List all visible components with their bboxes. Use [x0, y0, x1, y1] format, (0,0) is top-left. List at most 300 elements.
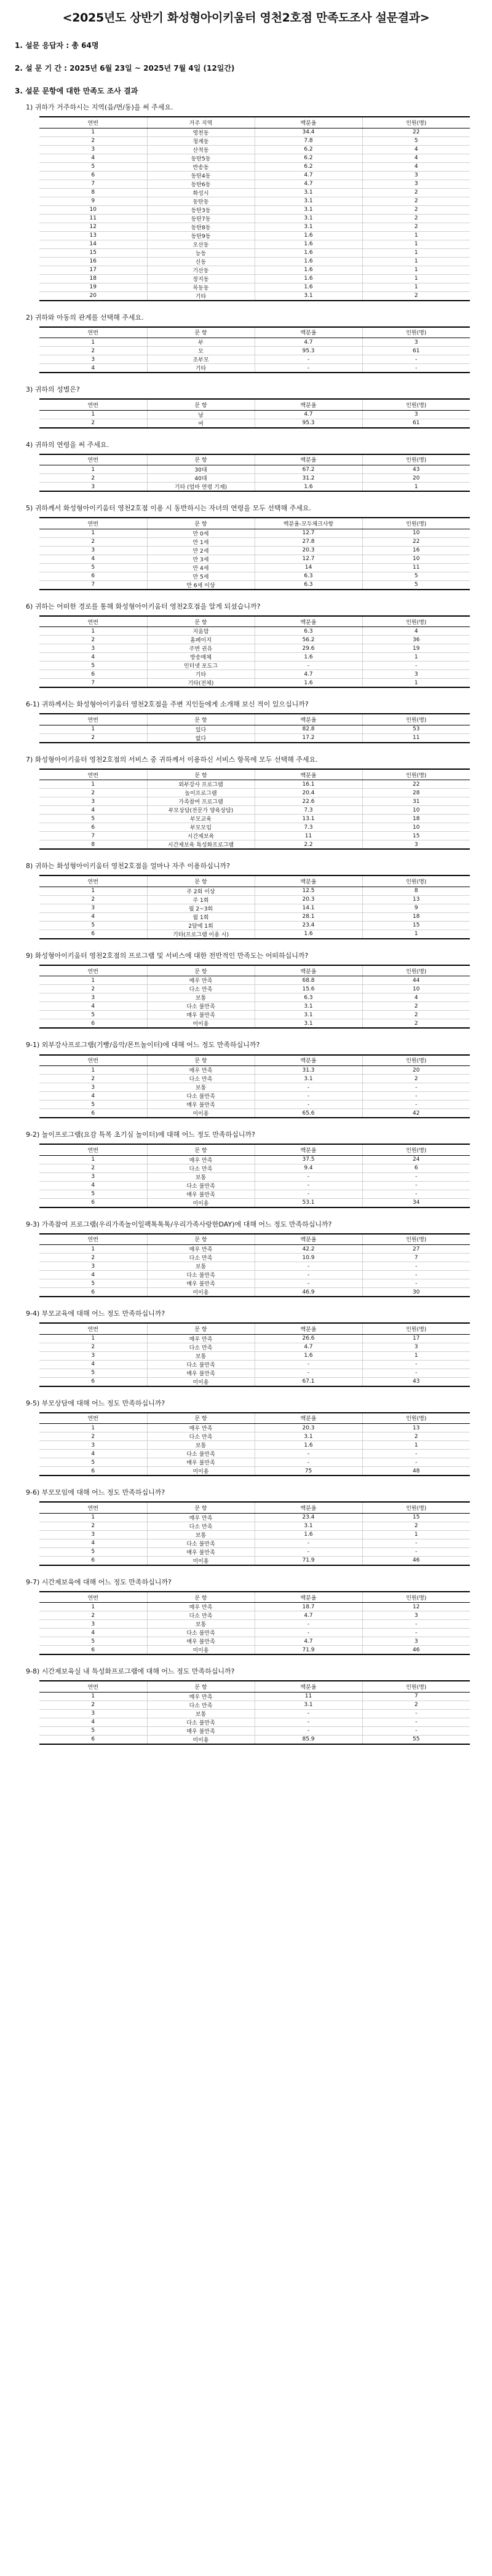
table-row — [39, 563, 470, 572]
table-row — [39, 555, 470, 563]
table-cell: 3.1 — [255, 188, 362, 197]
results-table — [39, 1591, 470, 1656]
table-cell: 3.1 — [255, 223, 362, 231]
table-row — [39, 465, 470, 474]
table-cell: - — [255, 1620, 362, 1629]
table-cell: - — [362, 1726, 470, 1735]
table-cell: 4 — [39, 1092, 147, 1100]
table-cell: - — [362, 1709, 470, 1718]
table-row — [39, 410, 470, 419]
table-cell: 15 — [362, 921, 470, 930]
results-table — [39, 1054, 470, 1119]
table-cell: 3 — [362, 410, 470, 419]
table-cell: 28.1 — [255, 912, 362, 921]
table-cell: 2 — [39, 1701, 147, 1709]
table-cell: 다소 불만족 — [147, 1539, 255, 1547]
column-header: 인원(명) — [362, 399, 470, 410]
page-title: <2025년도 상반기 화성형아이키움터 영천2호점 만족도조사 설문결과> — [62, 11, 430, 25]
table-cell: 13.1 — [255, 815, 362, 823]
table-cell: 30대 — [147, 465, 255, 474]
table-cell: 2 — [362, 1075, 470, 1083]
column-header: 문 항 — [147, 875, 255, 887]
column-header: 연번 — [39, 616, 147, 627]
question-text: 9-5) 부모상담에 대해 어느 정도 만족하십니까? — [26, 1399, 165, 1407]
table-cell: 65.6 — [255, 1109, 362, 1118]
table-header-row — [39, 327, 470, 338]
table-cell: 6.3 — [304, 628, 313, 634]
table-cell: 1 — [91, 1424, 95, 1431]
table-cell: 4 — [39, 1181, 147, 1190]
table-cell: 1 — [91, 339, 95, 346]
table-header-row — [39, 518, 470, 529]
table-cell: 없다 — [147, 733, 255, 743]
column-header: 백분율 — [255, 875, 362, 887]
table-cell: 7 — [39, 679, 147, 688]
table-row — [39, 214, 470, 223]
survey-sections — [0, 102, 492, 1745]
table-row — [39, 1092, 470, 1100]
question-text: 4) 귀하의 연령을 써 주세요. — [26, 440, 109, 449]
results-table — [39, 1412, 470, 1477]
column-header: 연번 — [39, 454, 147, 465]
respondents-line: 1. 설문 응답자 : 총 64명 — [15, 41, 99, 50]
table-cell: 2 — [362, 1002, 470, 1011]
table-cell: 화성시 — [147, 188, 255, 197]
table-cell: 95.3 — [255, 419, 362, 428]
table-cell: 오산동 — [147, 240, 255, 248]
table-row — [39, 653, 470, 662]
table-cell: 15 — [39, 248, 147, 257]
table-cell: 매우 불만족 — [147, 1279, 255, 1288]
table-cell: 미이용 — [147, 1735, 255, 1744]
table-cell: 4 — [39, 653, 147, 662]
table-row — [39, 1351, 470, 1360]
table-cell: 75 — [255, 1467, 362, 1476]
table-cell: - — [362, 1539, 470, 1547]
table-cell: 11 — [255, 832, 362, 840]
table-cell: 4.7 — [255, 1611, 362, 1620]
table-cell: 2 — [39, 419, 147, 428]
table-row — [39, 662, 470, 670]
table-row — [39, 1701, 470, 1709]
table-cell: 장지동 — [147, 274, 255, 283]
table-cell: 보통 — [147, 1351, 255, 1360]
column-header: 백분율 — [255, 714, 362, 725]
table-cell: 6.3 — [255, 994, 362, 1002]
table-cell: 19 — [39, 283, 147, 291]
question-text: 9-2) 놀이프로그램(요감 특복 초기심 놀이터)에 대해 어느 정도 만족하십니까? — [26, 1131, 255, 1139]
table-row — [39, 483, 470, 492]
table-cell: 보통 — [147, 994, 255, 1002]
table-cell: 3.1 — [255, 1011, 362, 1019]
table-row — [39, 1450, 470, 1458]
table-cell: 매우 불만족 — [147, 1190, 255, 1198]
table-cell: 3 — [362, 840, 470, 850]
table-cell: 7 — [362, 1254, 470, 1262]
table-cell: 미이용 — [147, 1198, 255, 1207]
table-cell: 외부강사 프로그램 — [147, 780, 255, 789]
results-table — [39, 875, 470, 939]
table-cell: 미이용 — [147, 1556, 255, 1565]
table-cell: 3 — [39, 546, 147, 555]
table-cell: 미이용 — [147, 1109, 255, 1118]
table-row — [39, 1530, 470, 1539]
table-cell: 2 — [39, 474, 147, 483]
table-row — [39, 223, 470, 231]
column-header: 연번 — [39, 714, 147, 725]
table-cell: 1.6 — [255, 240, 362, 248]
table-cell: - — [255, 364, 362, 373]
column-header: 백분율 — [255, 1055, 362, 1066]
table-row — [39, 474, 470, 483]
table-cell: - — [362, 1271, 470, 1279]
table-cell: 만 6세 이상 — [147, 580, 255, 590]
survey-question-section — [0, 1577, 492, 1656]
table-row — [39, 1075, 470, 1083]
table-row — [39, 912, 470, 921]
table-cell: 조부모 — [147, 355, 255, 364]
table-cell: 1 — [91, 888, 95, 895]
table-header-row — [39, 1592, 470, 1603]
table-cell: 11 — [362, 563, 470, 572]
table-cell: - — [255, 1190, 362, 1198]
table-cell: 월 1회 — [147, 912, 255, 921]
column-header: 연번 — [39, 875, 147, 887]
table-cell: 다소 만족 — [147, 1254, 255, 1262]
column-header: 인원(명) — [362, 965, 470, 976]
column-header: 문 항 — [147, 1413, 255, 1424]
column-header: 인원(명) — [362, 1055, 470, 1066]
table-row — [39, 1522, 470, 1530]
table-cell: 3 — [39, 1620, 147, 1629]
table-cell: 9.4 — [255, 1164, 362, 1172]
table-row — [39, 162, 470, 171]
table-header-row — [39, 875, 470, 887]
table-cell: 5 — [39, 1637, 147, 1646]
table-cell: 5 — [39, 815, 147, 823]
table-cell: - — [255, 1369, 362, 1377]
table-cell: 20 — [362, 474, 470, 483]
table-cell: 다소 불만족 — [147, 1629, 255, 1637]
results-table — [39, 1144, 470, 1208]
table-cell: 4.7 — [304, 339, 313, 346]
table-cell: 7 — [39, 180, 147, 188]
table-row — [39, 1637, 470, 1646]
table-cell: 3 — [39, 797, 147, 806]
table-cell: 61 — [362, 347, 470, 355]
survey-question-section — [0, 1040, 492, 1118]
table-row — [39, 1155, 470, 1164]
table-cell: - — [255, 1083, 362, 1092]
table-cell: 보통 — [147, 1172, 255, 1181]
table-cell: 보통 — [147, 1441, 255, 1450]
table-cell: 2 — [362, 291, 470, 301]
question-text: 9-7) 시간제보육에 대해 어느 정도 만족하십니까? — [26, 1578, 172, 1586]
table-cell: 67.2 — [302, 466, 315, 473]
table-cell: 28 — [362, 789, 470, 797]
table-cell: 1.6 — [255, 274, 362, 283]
table-cell: 2 — [39, 136, 147, 145]
table-cell: 6 — [39, 823, 147, 832]
table-cell: - — [362, 1083, 470, 1092]
table-cell: 7 — [362, 1692, 470, 1701]
table-cell: 6 — [39, 1019, 147, 1029]
table-cell: 다소 만족 — [147, 1432, 255, 1441]
table-row — [39, 976, 470, 985]
table-cell: 10 — [362, 555, 470, 563]
table-cell: 2 — [39, 636, 147, 644]
table-cell: 산척동 — [147, 145, 255, 154]
column-header: 연번 — [39, 1413, 147, 1424]
table-cell: 5 — [39, 563, 147, 572]
table-cell: 인터넷 포도그 — [147, 662, 255, 670]
table-cell: 16 — [39, 257, 147, 266]
table-row — [39, 355, 470, 364]
table-cell: 부모교육 — [147, 815, 255, 823]
table-row — [39, 1692, 470, 1701]
table-cell: 2 — [362, 1522, 470, 1530]
table-row — [39, 291, 470, 301]
column-header: 문 항 — [147, 1592, 255, 1603]
table-cell: 17.2 — [255, 733, 362, 743]
table-cell: 1 — [362, 930, 470, 939]
table-cell: 2 — [39, 895, 147, 904]
survey-question-section — [0, 1129, 492, 1208]
table-header-row — [39, 714, 470, 725]
table-cell: 시간제보육 특성화프로그램 — [147, 840, 255, 850]
table-cell: 있다 — [147, 725, 255, 733]
table-header-row — [39, 616, 470, 627]
column-header: 인원(명) — [362, 1413, 470, 1424]
table-cell: 1 — [91, 411, 95, 418]
column-header: 백분율 — [255, 1592, 362, 1603]
table-cell: 다소 불만족 — [147, 1181, 255, 1190]
table-cell: 31.2 — [255, 474, 362, 483]
table-row — [39, 1424, 470, 1432]
table-cell: 1.6 — [255, 483, 362, 492]
results-table — [39, 768, 470, 850]
table-row — [39, 670, 470, 679]
question-text: 8) 귀하는 화성형아이키움터 영천2호점을 얼마나 자주 이용하십니까? — [26, 862, 231, 871]
table-cell: 31 — [362, 797, 470, 806]
table-cell: 3.1 — [255, 197, 362, 205]
table-cell: - — [255, 1629, 362, 1637]
column-header: 연번 — [39, 965, 147, 976]
column-header: 연번 — [39, 518, 147, 529]
table-header-row — [39, 117, 470, 128]
table-row — [39, 546, 470, 555]
table-cell: 매우 만족 — [147, 1155, 255, 1164]
results-table — [39, 517, 470, 590]
table-cell: - — [255, 1092, 362, 1100]
table-cell: 1.6 — [255, 248, 362, 257]
table-cell: 1.6 — [255, 1530, 362, 1539]
table-cell: 2 — [39, 985, 147, 994]
table-cell: 2 — [39, 1075, 147, 1083]
table-cell: 미이용 — [147, 1646, 255, 1655]
survey-question-section — [0, 1487, 492, 1566]
table-cell: 기타 — [147, 670, 255, 679]
table-cell: 22 — [362, 780, 470, 789]
table-row — [39, 797, 470, 806]
table-cell: 3 — [39, 644, 147, 653]
table-cell: 2 — [362, 188, 470, 197]
table-row — [39, 188, 470, 197]
table-cell: 부모상담(전문가 양육상담) — [147, 806, 255, 815]
question-text: 9-6) 부모모임에 대해 어느 정도 만족하십니까? — [26, 1488, 165, 1497]
question-text: 2) 귀하와 아동의 관계를 선택해 주세요. — [26, 313, 144, 322]
table-cell: 20.3 — [255, 546, 362, 555]
table-cell: 1 — [362, 483, 470, 492]
table-cell: 지움맘 — [147, 627, 255, 636]
column-header: 백분율 — [255, 1413, 362, 1424]
table-row — [39, 921, 470, 930]
table-cell: 5 — [362, 580, 470, 590]
table-cell: 매우 만족 — [147, 1334, 255, 1343]
table-cell: 2 — [39, 537, 147, 546]
column-header: 문 항 — [147, 454, 255, 465]
table-cell: 3 — [362, 1611, 470, 1620]
table-cell: 4 — [362, 627, 470, 636]
table-cell: 6.2 — [255, 154, 362, 162]
table-row — [39, 789, 470, 797]
column-header: 연번 — [39, 1592, 147, 1603]
results-table — [39, 1322, 470, 1387]
table-cell: 매우 불만족 — [147, 1369, 255, 1377]
table-cell: 68.8 — [302, 977, 315, 984]
column-header: 인원(명) — [362, 1144, 470, 1155]
column-header: 연번 — [39, 1681, 147, 1692]
table-row — [39, 1458, 470, 1467]
table-cell: 3.1 — [255, 205, 362, 214]
table-row — [39, 128, 470, 136]
table-cell: 2 — [39, 1611, 147, 1620]
table-cell: 매우 불만족 — [147, 1011, 255, 1019]
table-cell: 18 — [39, 274, 147, 283]
survey-question-section — [0, 601, 492, 689]
table-cell: 6 — [39, 1646, 147, 1655]
table-cell: 15 — [362, 1513, 470, 1522]
table-cell: 42.2 — [302, 1246, 315, 1252]
table-row — [39, 1547, 470, 1556]
table-cell: 7.3 — [255, 806, 362, 815]
table-row — [39, 1334, 470, 1343]
table-cell: - — [255, 355, 362, 364]
table-row — [39, 180, 470, 188]
table-cell: 기타(전체) — [147, 679, 255, 688]
table-row — [39, 1377, 470, 1386]
survey-question-section — [0, 503, 492, 590]
table-cell: 3.1 — [255, 291, 362, 301]
table-cell: 1 — [91, 977, 95, 984]
table-row — [39, 580, 470, 590]
results-table — [39, 326, 470, 374]
results-table — [39, 615, 470, 689]
table-cell: 6 — [39, 1377, 147, 1386]
table-cell: 11 — [39, 214, 147, 223]
column-header: 인원(명) — [362, 1323, 470, 1334]
table-cell: 다소 불만족 — [147, 1718, 255, 1726]
table-cell: 6 — [39, 572, 147, 580]
table-cell: 7 — [39, 832, 147, 840]
column-header: 백분율 — [255, 965, 362, 976]
table-cell: 20 — [362, 1066, 470, 1075]
table-cell: 월 2~3회 — [147, 904, 255, 912]
table-cell: 6 — [39, 1735, 147, 1744]
table-cell: 53.1 — [255, 1198, 362, 1207]
table-cell: 6 — [39, 1288, 147, 1297]
table-cell: 12 — [39, 223, 147, 231]
table-cell: 5 — [362, 136, 470, 145]
table-cell: 놀이프로그램 — [147, 789, 255, 797]
table-cell: 매우 만족 — [147, 976, 255, 985]
table-cell: 1 — [362, 274, 470, 283]
table-header-row — [39, 454, 470, 465]
table-cell: 동탄9동 — [147, 231, 255, 240]
question-text: 9-4) 부모교육에 대해 어느 정도 만족하십니까? — [26, 1310, 165, 1318]
table-cell: 1.6 — [255, 257, 362, 266]
table-cell: 4 — [39, 1629, 147, 1637]
column-header: 백분율 — [255, 1681, 362, 1692]
table-cell: 22 — [362, 537, 470, 546]
table-cell: 48 — [362, 1467, 470, 1476]
table-cell: - — [255, 1450, 362, 1458]
table-cell: 3 — [39, 1083, 147, 1092]
table-cell: 동탄3동 — [147, 205, 255, 214]
table-cell: 31.3 — [302, 1067, 315, 1073]
table-cell: 46 — [362, 1646, 470, 1655]
table-row — [39, 1083, 470, 1092]
table-cell: 매우 불만족 — [147, 1637, 255, 1646]
table-cell: 4.7 — [255, 171, 362, 180]
table-cell: 61 — [362, 419, 470, 428]
survey-document — [0, 9, 492, 1762]
table-cell: 남 — [147, 410, 255, 419]
table-cell: 24 — [362, 1155, 470, 1164]
table-row — [39, 1709, 470, 1718]
column-header: 연번 — [39, 1323, 147, 1334]
table-row — [39, 257, 470, 266]
table-cell: 13 — [362, 1424, 470, 1432]
column-header: 문 항 — [147, 965, 255, 976]
table-cell: 29.6 — [255, 644, 362, 653]
table-cell: 6 — [39, 1556, 147, 1565]
table-cell: 3 — [362, 180, 470, 188]
survey-question-section — [0, 754, 492, 850]
table-cell: - — [255, 1458, 362, 1467]
table-cell: 청계동 — [147, 136, 255, 145]
table-cell: 1 — [362, 266, 470, 274]
question-text: 9-1) 외부강사프로그램(기빵/음악/몬트놀이터)에 대해 어느 정도 만족하십니까? — [26, 1041, 260, 1049]
table-cell: 4 — [39, 1450, 147, 1458]
results-table — [39, 713, 470, 743]
table-cell: 2 — [39, 789, 147, 797]
survey-question-section — [0, 440, 492, 492]
table-row — [39, 338, 470, 347]
column-header: 백분율 — [255, 1323, 362, 1334]
table-cell: - — [362, 662, 470, 670]
table-cell: 3 — [39, 904, 147, 912]
table-cell: 3.1 — [255, 214, 362, 223]
table-cell: 3 — [39, 1441, 147, 1450]
table-cell: - — [362, 1100, 470, 1109]
table-row — [39, 725, 470, 733]
table-cell: 1.6 — [255, 283, 362, 291]
column-header: 인원(명) — [362, 616, 470, 627]
table-cell: 5 — [39, 1190, 147, 1198]
table-cell: 주 1회 — [147, 895, 255, 904]
column-header: 인원(명) — [362, 1234, 470, 1245]
